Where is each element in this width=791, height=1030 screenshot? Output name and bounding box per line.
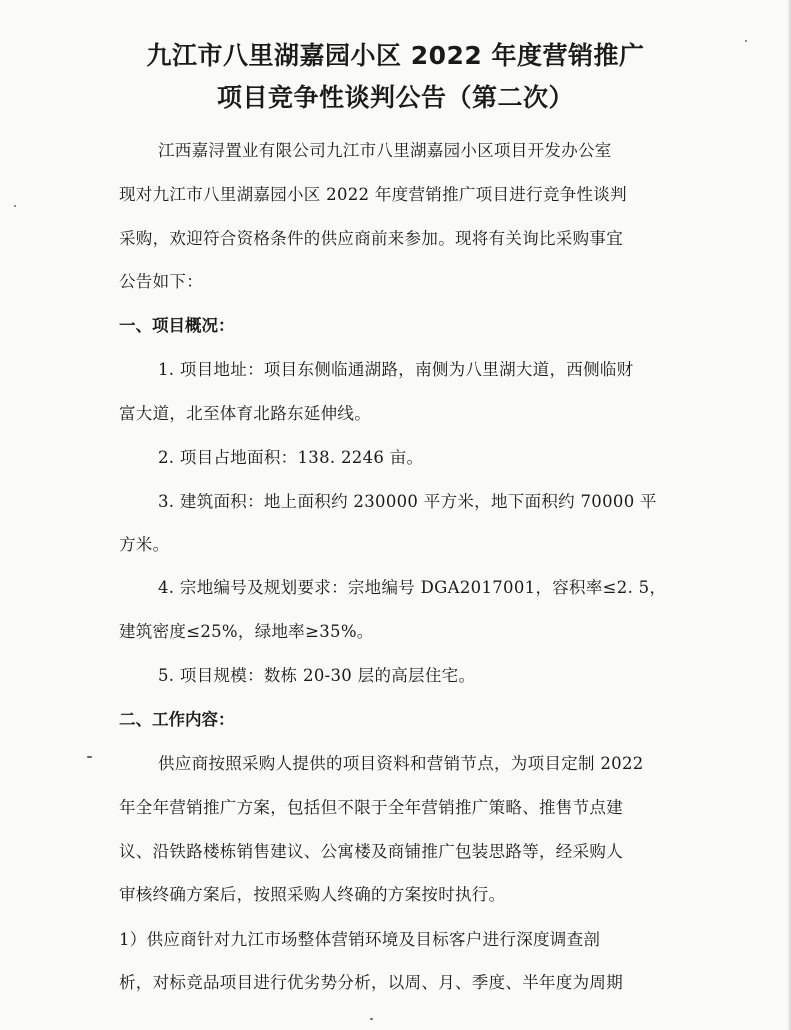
- intro-line-3: 采购，欢迎符合资格条件的供应商前来参加。现将有关询比采购事宜: [119, 229, 623, 248]
- section-2-list-item: 1）供应商针对九江市场整体营销环境及目标客户进行深度调查剖: [119, 930, 601, 949]
- section-1-item: 3. 建筑面积：地上面积约 230000 平方米，地下面积约 70000 平: [158, 492, 657, 511]
- section-1-item: 建筑密度≤25%，绿地率≥35%。: [119, 622, 374, 641]
- section-1-item: 1. 项目地址：项目东侧临通湖路，南侧为八里湖大道，西侧临财: [158, 360, 634, 379]
- section-1-heading: 一、项目概况：: [119, 316, 235, 335]
- section-2-heading: 二、工作内容：: [119, 710, 235, 729]
- section-2-paragraph-line: 年全年营销推广方案，包括但不限于全年营销推广策略、推售节点建: [119, 798, 623, 817]
- section-2-paragraph-line: 议、沿铁路楼栋销售建议、公寓楼及商铺推广包装思路等，经采购人: [119, 842, 623, 861]
- document-title-line-1: 九江市八里湖嘉园小区 2022 年度营销推广: [146, 41, 645, 70]
- scan-speck: [14, 205, 16, 207]
- section-1-item: 5. 项目规模：数栋 20-30 层的高层住宅。: [158, 666, 476, 685]
- section-1-item: 富大道，北至体育北路东延伸线。: [119, 404, 371, 423]
- section-2-paragraph-line: 供应商按照采购人提供的项目资料和营销节点，为项目定制 2022: [158, 754, 644, 773]
- intro-line-2: 现对九江市八里湖嘉园小区 2022 年度营销推广项目进行竞争性谈判: [119, 185, 627, 204]
- document-title-line-2: 项目竞争性谈判公告（第二次）: [216, 83, 574, 112]
- scan-speck: [745, 40, 747, 42]
- scan-edge-shadow: [787, 0, 791, 1030]
- section-2-paragraph-line: 审核终确方案后，按照采购人终确的方案按时执行。: [119, 885, 506, 904]
- section-1-item: 2. 项目占地面积：138. 2246 亩。: [158, 448, 424, 467]
- intro-line-4: 公告如下：: [119, 272, 203, 291]
- intro-line-1: 江西嘉浔置业有限公司九江市八里湖嘉园小区项目开发办公室: [158, 141, 612, 160]
- scan-speck: [87, 756, 92, 758]
- section-1-item: 方米。: [119, 535, 170, 554]
- section-1-item: 4. 宗地编号及规划要求：宗地编号 DGA2017001，容积率≤2. 5，: [158, 578, 667, 597]
- scan-speck: [370, 1018, 373, 1020]
- section-2-list-item: 析，对标竞品项目进行优劣势分析，以周、月、季度、半年度为周期: [119, 973, 623, 992]
